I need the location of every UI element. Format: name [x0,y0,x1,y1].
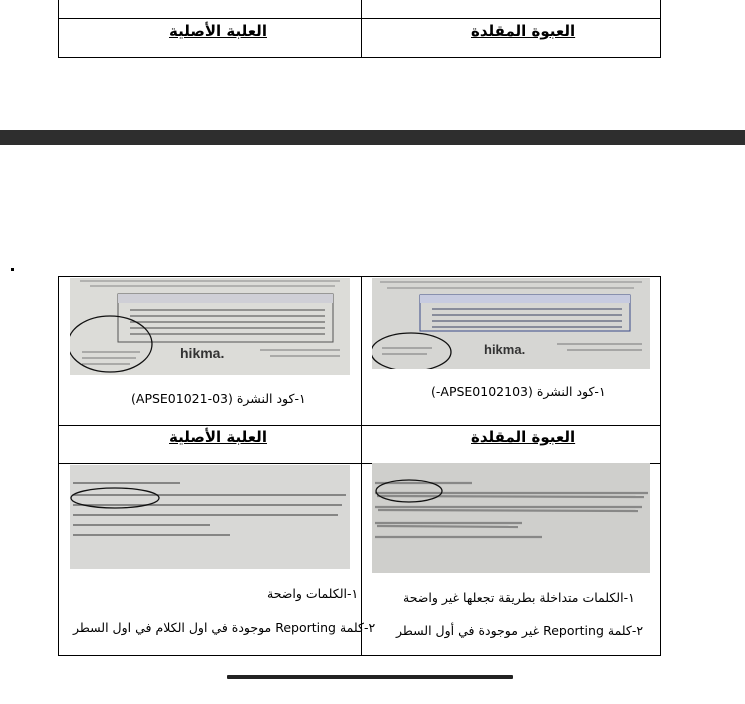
original-reporting-photo [70,465,350,569]
table-column-divider [361,277,362,655]
header-original-box: العلبة الأصلية [169,22,267,40]
hikma-logo-text: hikma. [180,345,225,361]
counterfeit-note-1: ١-الكلمات متداخلة بطريقة تجعلها غير واضحة [403,590,635,605]
header-original-box: العلبة الأصلية [169,428,267,446]
counterfeit-note-2: ٢-كلمة Reporting غير موجودة في أول السطر [396,623,644,638]
bottom-rule [227,675,513,679]
original-note-2: ٢-كلمة Reporting موجودة في اول الكلام في اول السطر [73,620,376,635]
leaflet-code-counterfeit: ١-كود النشرة (APSE0102103-) [431,384,606,399]
original-leaflet-photo [70,278,350,375]
section-separator-band [0,130,745,145]
original-note-1: ١-الكلمات واضحة [267,586,359,601]
header-counterfeit-box: العبوة المقلدة [471,22,576,40]
counterfeit-leaflet-photo [372,278,650,369]
hikma-logo-text: hikma. [484,342,526,357]
table-row-divider [59,425,660,426]
table-row-divider [59,18,660,19]
top-comparison-table [58,0,661,58]
main-comparison-table [58,276,661,656]
leaflet-code-original: ١-كود النشرة (APSE01021-03) [131,391,306,406]
counterfeit-reporting-photo [372,463,650,573]
table-column-divider [361,0,362,57]
bullet-dot [11,268,14,271]
header-counterfeit-box: العبوة المقلدة [471,428,576,446]
